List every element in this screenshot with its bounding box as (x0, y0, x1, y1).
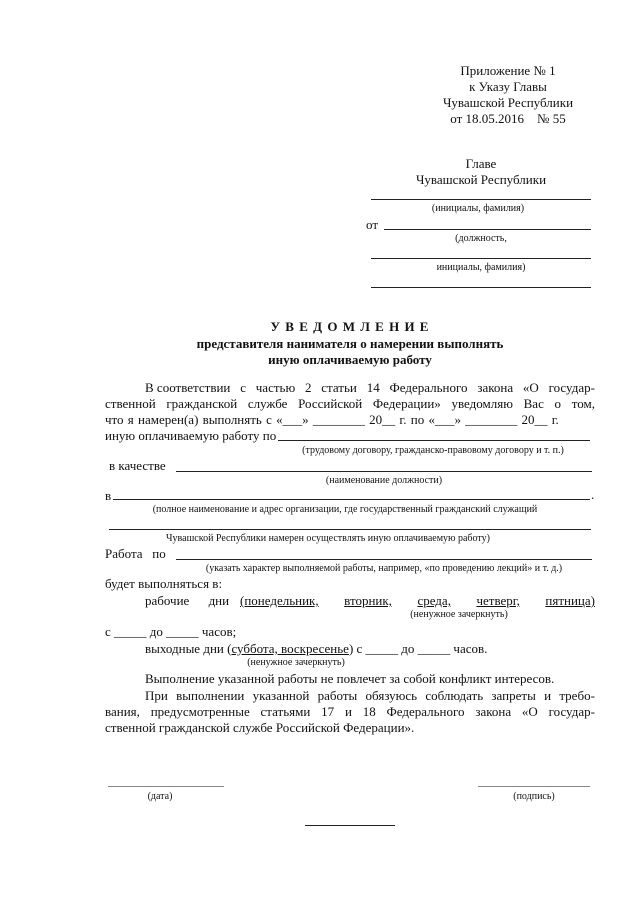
paragraph-3-line-1-word: требо- (559, 688, 595, 703)
paragraph-3-line-2-word: 18 (362, 704, 376, 719)
paragraph-3-line-1-word: обязуюсь (365, 688, 418, 703)
paragraph-3-line-2-word: вания, (105, 704, 140, 719)
addressee-line-1: Главе (465, 156, 497, 171)
organization-line-2 (109, 529, 591, 530)
hint-cross: (ненужное зачеркнуть) (410, 609, 508, 620)
date-hint: (дата) (147, 791, 173, 802)
paragraph-1-line-4: иную оплачиваемую работу по (105, 428, 277, 443)
hint-initials: (инициалы, фамилия) (431, 203, 525, 214)
document-subtitle-1: представителя нанимателя о намерении выполнять (196, 336, 504, 351)
weekends-prefix: выходные дни ( (145, 641, 232, 656)
organization-line-end: . (591, 487, 595, 502)
hours-line: с _____ до _____ часов; (105, 624, 237, 639)
paragraph-3-line-2-word: предусмотренные (150, 704, 250, 719)
paragraph-3-line-2-word: государ- (548, 704, 595, 719)
work-line (176, 559, 592, 560)
paragraph-3-line-2-word: статьями (260, 704, 311, 719)
paragraph-3-line-3: ственной гражданской службе Российской Федерации». (105, 720, 415, 735)
paragraph-1-line-2-word: о (554, 396, 562, 411)
paragraph-1-line-1-word: закона (477, 380, 514, 395)
document-title: У В Е Д О М Л Е Н И Е (270, 319, 430, 334)
paragraph-3-line-1-word: При (145, 688, 168, 703)
paragraph-3-line-1-word: работы (317, 688, 358, 703)
as-label: в качестве (109, 458, 166, 473)
paragraph-1-line-1-word: частью (255, 380, 296, 395)
appendix-line-4: от 18.05.2016 № 55 (450, 111, 566, 126)
paragraph-1-line-1 (145, 380, 595, 395)
workday-word: четверг, (476, 593, 520, 608)
position-name-line (176, 471, 592, 472)
paragraph-1-line-1-word: В соответствии (145, 380, 231, 395)
weekends-suffix: ) с _____ до _____ часов. (348, 641, 488, 656)
organization-line (113, 499, 590, 500)
hint-position: (должность, (455, 233, 507, 244)
paragraph-3-line-1-word: выполнении (176, 688, 245, 703)
paragraph-3-line-1 (145, 688, 595, 703)
will-be-done: будет выполняться в: (105, 576, 223, 591)
weekends-line (145, 641, 487, 656)
contract-line (278, 440, 590, 441)
workday-word: среда, (417, 593, 451, 608)
workday-word: пятница) (545, 593, 595, 608)
workdays-label: рабочие дни (145, 593, 230, 608)
paragraph-2: Выполнение указанной работы не повлечет за собой конфликт интересов. (145, 671, 555, 686)
paragraph-3-line-2-word: и (344, 704, 352, 719)
hint-work: (указать характер выполняемой работы, например, «по проведению лекций» и т. д.) (205, 563, 563, 574)
paragraph-1-line-2-word: том, (571, 396, 595, 411)
paragraph-1-line-1-word: статьи (321, 380, 357, 395)
paragraph-1-line-1-word: 2 (304, 380, 312, 395)
from-line (384, 229, 591, 230)
hint-org: (полное наименование и адрес организации, где государственный гражданский служащий (152, 504, 538, 515)
hint-org-2: Чувашской Республики намерен осуществлять иную оплачиваемую работу) (166, 533, 490, 544)
paragraph-1-line-2-word: уведомляю (451, 396, 513, 411)
hint-cross-2: (ненужное зачеркнуть) (247, 657, 345, 668)
position-line (371, 258, 591, 259)
hint-contract: (трудовому договору, гражданско-правовому договору и т. п.) (302, 445, 564, 456)
footer-separator (305, 825, 395, 826)
signature-hint: (подпись) (513, 791, 555, 802)
paragraph-1-line-2-word: Федерации» (372, 396, 441, 411)
paragraph-1-line-2-word: ственной (105, 396, 156, 411)
paragraph-1-line-3: что я намерен(а) выполнять с «___» ________ 20__ г. по «___» ________ 20__ г. (105, 412, 559, 427)
appendix-line-2: к Указу Главы (469, 79, 547, 94)
workdays-list (240, 593, 595, 608)
paragraph-1-line-2-word: Вас (523, 396, 544, 411)
paragraph-3-line-1-word: соблюдать (425, 688, 484, 703)
from-label: от (366, 217, 379, 232)
paragraph-3-line-2-word: «О (521, 704, 538, 719)
paragraph-3-line-1-word: и (544, 688, 552, 703)
date-line (108, 786, 224, 787)
paragraph-1-line-2-word: службе (247, 396, 288, 411)
paragraph-1-line-1-word: с (240, 380, 246, 395)
paragraph-1-line-2-word: Российской (298, 396, 363, 411)
appendix-line-1: Приложение № 1 (460, 63, 556, 78)
paragraph-1-line-2-word: гражданской (166, 396, 238, 411)
work-label: Работа по (105, 546, 166, 561)
paragraph-1-line-1-word: государ- (548, 380, 595, 395)
addressee-line-2: Чувашской Республики (415, 172, 547, 187)
paragraph-3-line-2-word: 17 (321, 704, 335, 719)
addressee-initials-line (371, 199, 591, 200)
workday-word: вторник, (344, 593, 392, 608)
workday-word: (понедельник, (240, 593, 319, 608)
position-line-2 (371, 287, 591, 288)
paragraph-3-line-1-word: запреты (491, 688, 536, 703)
weekends-days: суббота, воскресенье (231, 641, 349, 656)
paragraph-1-line-1-word: «О (522, 380, 539, 395)
in-label: в (105, 488, 112, 503)
document-subtitle-2: иную оплачиваемую работу (268, 352, 432, 367)
paragraph-1-line-2 (105, 396, 595, 411)
paragraph-3-line-2-word: закона (475, 704, 512, 719)
paragraph-3-line-1-word: указанной (252, 688, 310, 703)
signature-line (478, 786, 590, 787)
hint-initials-2: инициалы, фамилия) (436, 262, 526, 273)
paragraph-3-line-2-word: Федерального (386, 704, 465, 719)
hint-position-name: (наименование должности) (325, 475, 443, 486)
paragraph-1-line-1-word: Федерального (389, 380, 468, 395)
paragraph-1-line-1-word: 14 (366, 380, 380, 395)
paragraph-3-line-2 (105, 704, 595, 719)
appendix-line-3: Чувашской Республики (442, 95, 574, 110)
